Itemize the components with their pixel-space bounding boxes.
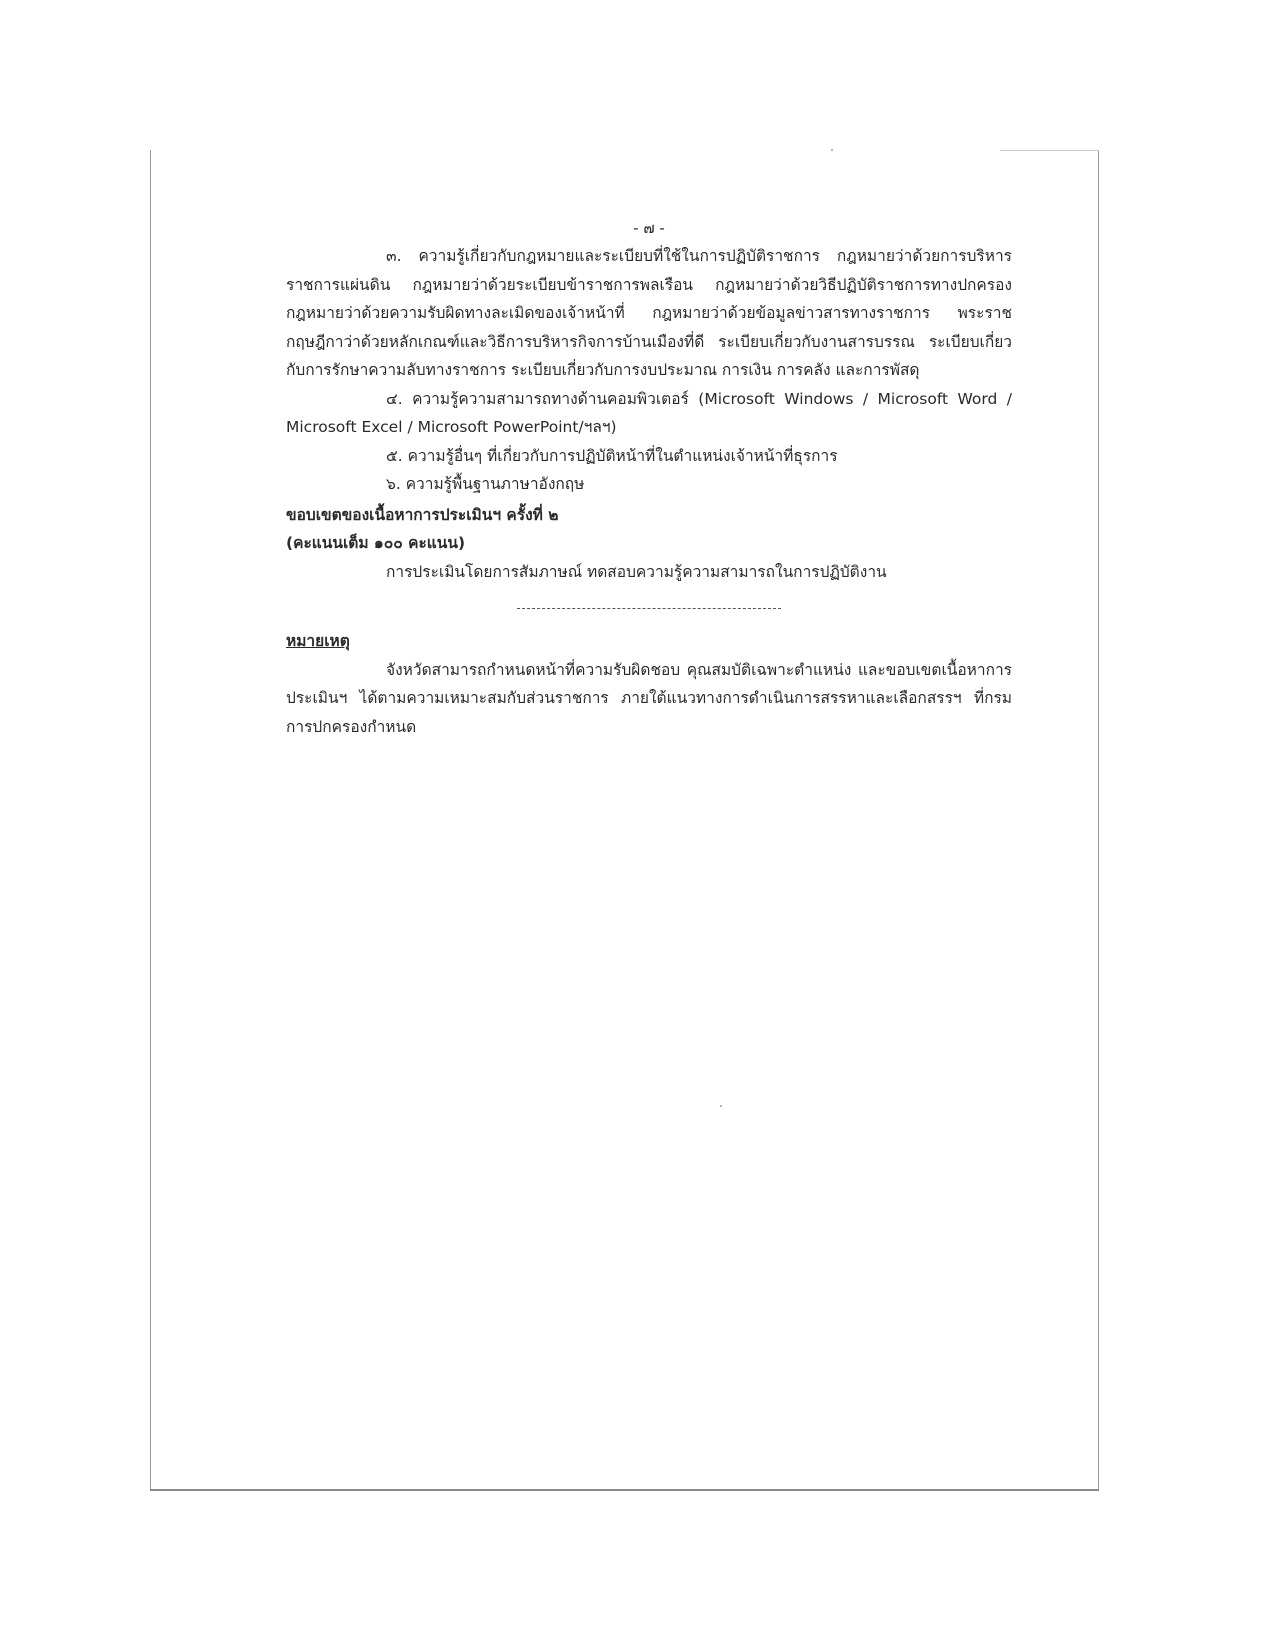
knowledge-item-5: ๕. ความรู้อื่นๆ ที่เกี่ยวกับการปฏิบัติหน้าที่ในตำแหน่งเจ้าหน้าที่ธุรการ: [386, 446, 838, 465]
page-border-right: [1098, 150, 1099, 1490]
round2-heading: ขอบเขตของเนื้อหาการประเมินฯ ครั้งที่ ๒: [286, 505, 559, 524]
knowledge-item-4: ๔. ความรู้ความสามารถทางด้านคอมพิวเตอร์ (Microsoft Windows / Microsoft Word / Microsoft Excel / Microsoft PowerPoint/ฯลฯ): [286, 389, 1012, 436]
document-body: [286, 218, 1012, 741]
page-border-top-right: [1000, 150, 1099, 151]
remark-text: จังหวัดสามารถกำหนดหน้าที่ความรับผิดชอบ คุณสมบัติเฉพาะตำแหน่ง และขอบเขตเนื้อหาการประเมินฯ ได้ตามความเหมาะสมกับส่วนราชการ ภายใต้แนวทางการดำเนินการสรรหาและเลือกสรรฯ ที่กรมการปกครองกำหนด: [286, 660, 1012, 736]
page-border-left: [150, 150, 151, 1490]
scan-speck: [720, 1105, 722, 1107]
remark-heading: หมายเหตุ: [286, 632, 350, 650]
page-number: - ๗ -: [633, 219, 665, 237]
page-border-bottom: [150, 1489, 1099, 1491]
section-separator: [517, 608, 781, 609]
knowledge-item-6: ๖. ความรู้พื้นฐานภาษาอังกฤษ: [386, 475, 585, 493]
scan-speck: [831, 149, 833, 151]
round2-score: (คะแนนเต็ม ๑๐๐ คะแนน): [286, 534, 466, 552]
round2-description: การประเมินโดยการสัมภาษณ์ ทดสอบความรู้ความสามารถในการปฏิบัติงาน: [386, 562, 887, 581]
knowledge-item-3: ๓. ความรู้เกี่ยวกับกฎหมายและระเบียบที่ใช้ในการปฏิบัติราชการ กฎหมายว่าด้วยการบริหารราชการแผ่นดิน กฎหมายว่าด้วยระเบียบข้าราชการพลเรือน กฎหมายว่าด้วยวิธีปฏิบัติราชการทางปกครอง กฎหมายว่าด้วยความรับผิดทางละเมิดของเจ้าหน้าที่ กฎหมายว่าด้วยข้อมูลข่าวสารทางราชการ พระราชกฤษฎีกาว่าด้วยหลักเกณฑ์และวิธีการบริหารกิจการบ้านเมืองที่ดี ระเบียบเกี่ยวกับงานสารบรรณ ระเบียบเกี่ยวกับการรักษาความลับทางราชการ ระเบียบเกี่ยวกับการงบประมาณ การเงิน การคลัง และการพัสดุ: [286, 247, 1012, 379]
